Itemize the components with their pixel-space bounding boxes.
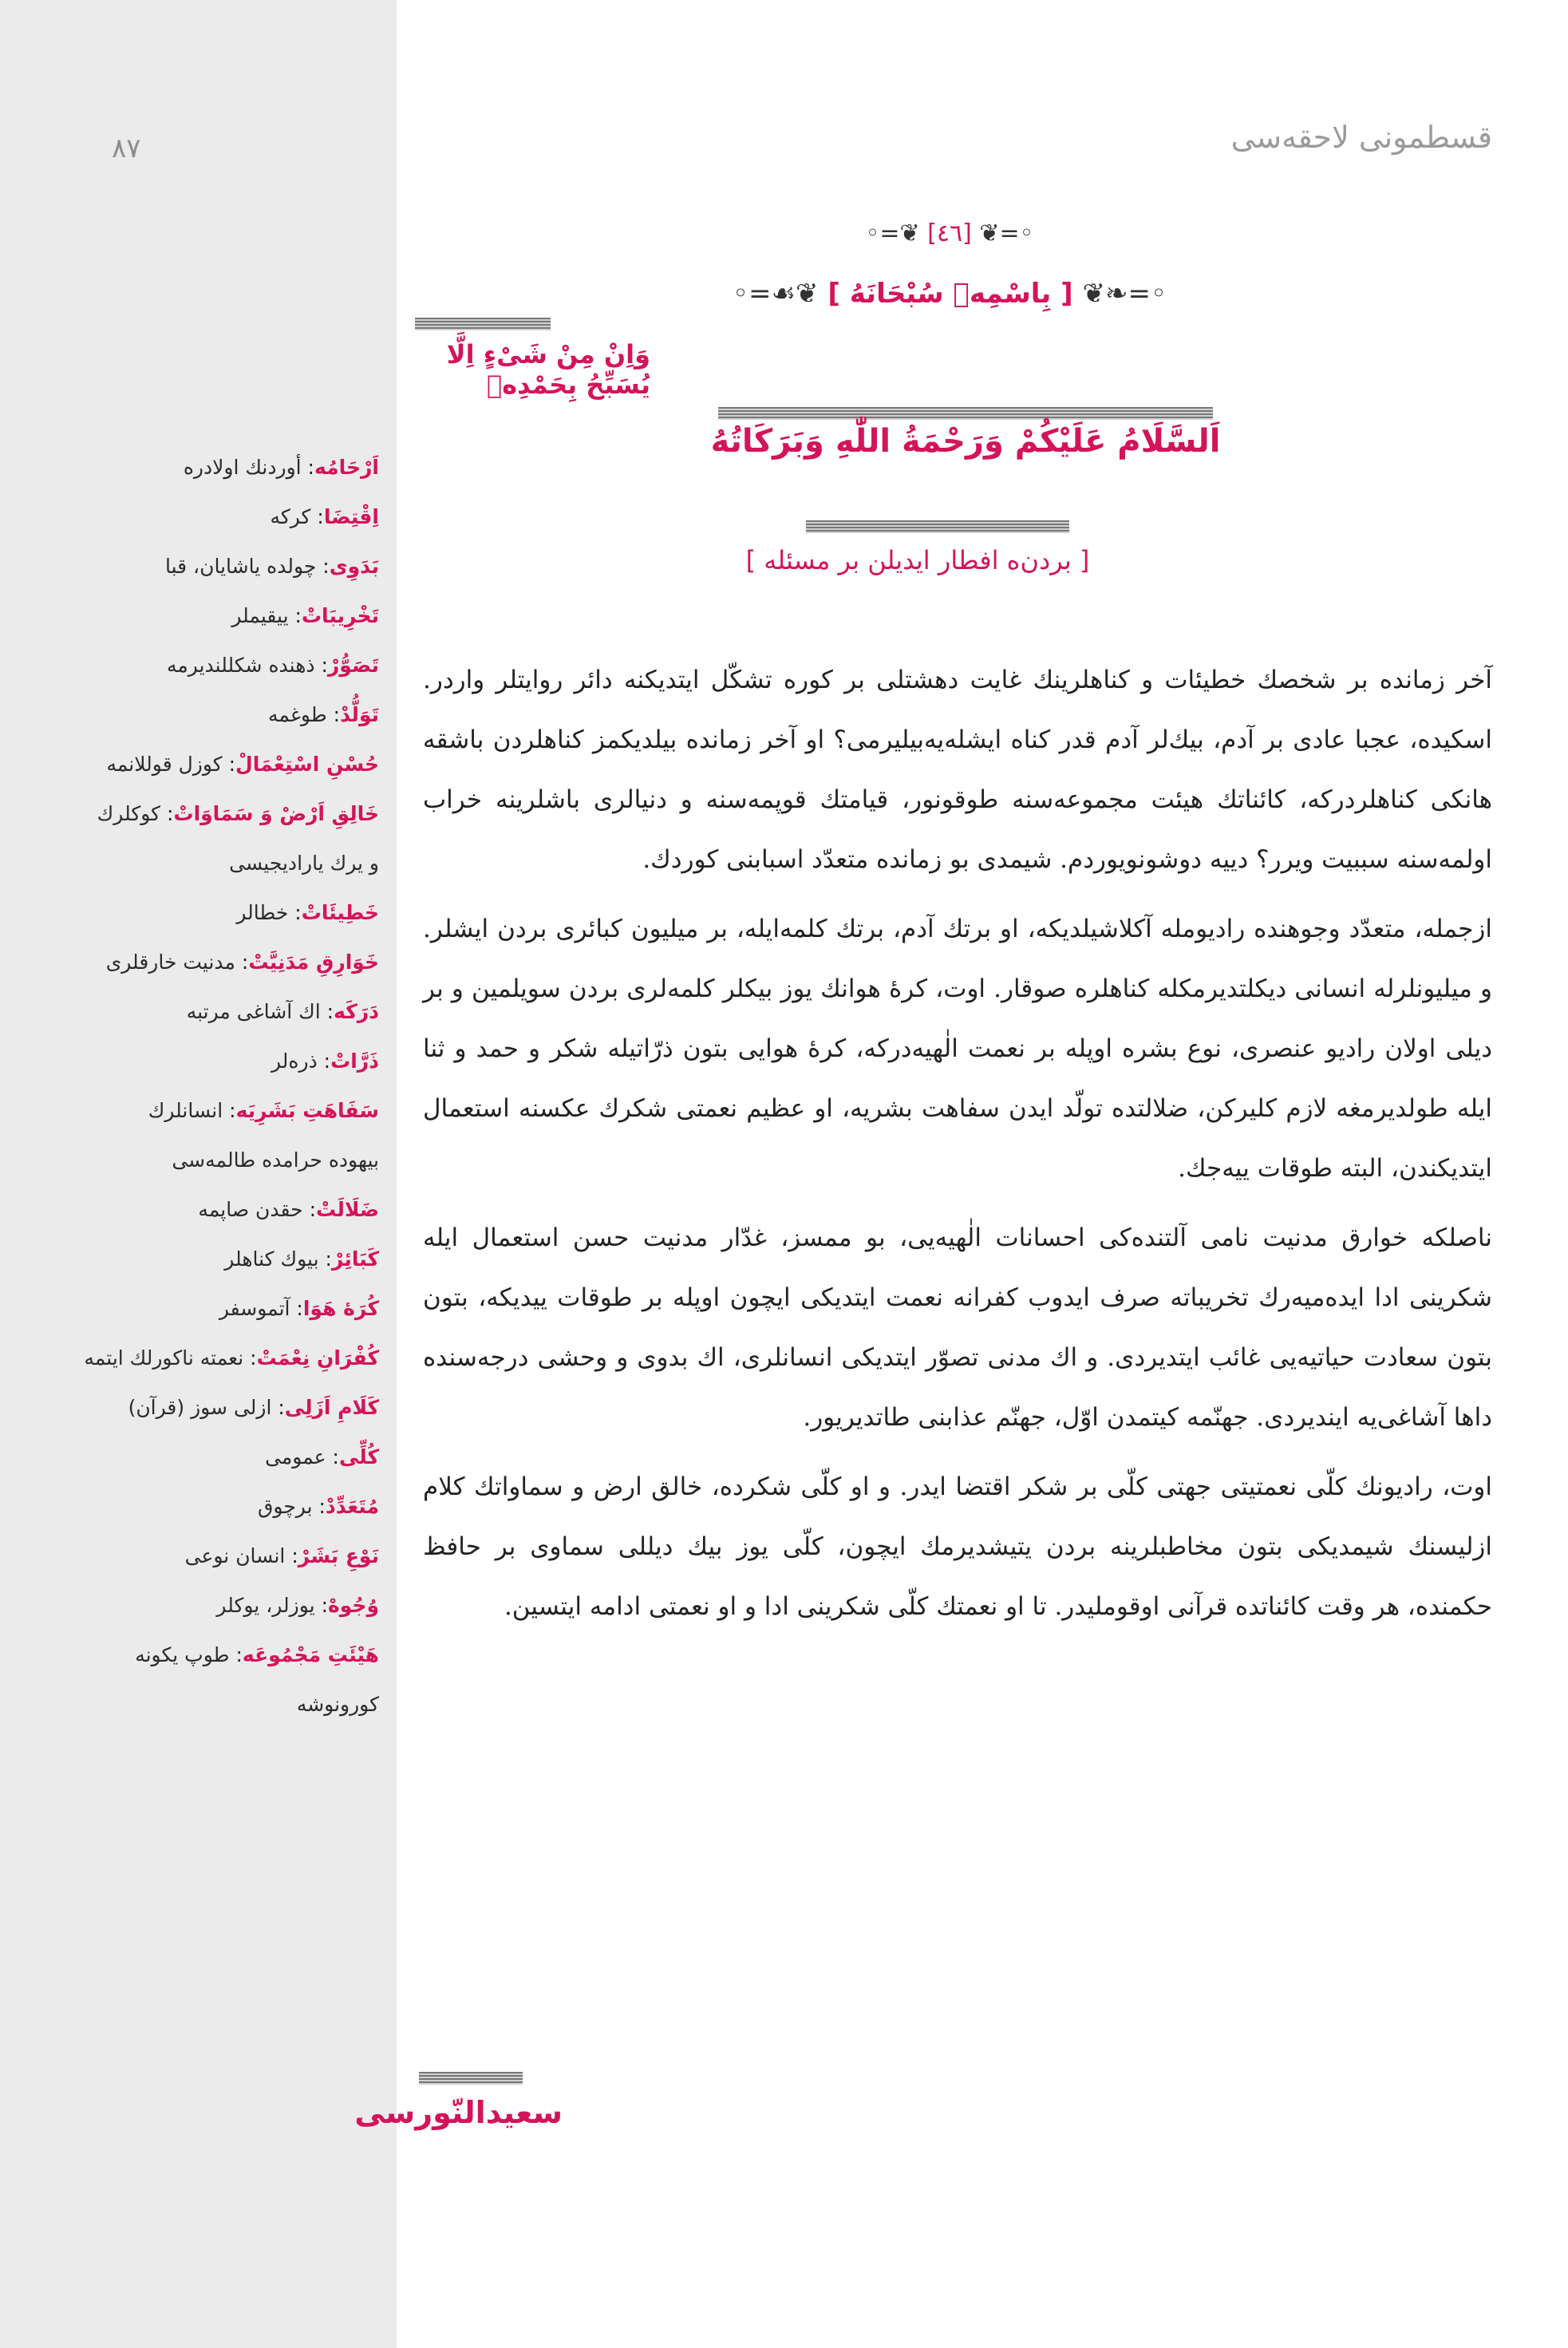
glossary-term: وُجُوهْ (328, 1594, 379, 1617)
glossary-definition: انسانلرك (148, 1099, 223, 1122)
glossary-term: نَوْعِ بَشَرْ (298, 1544, 379, 1567)
glossary-term: كُرَهٔ هَوَا (302, 1297, 379, 1320)
glossary-entry: اِقْتِضَا: كركه (270, 505, 379, 528)
verse-quote: وَاِنْ مِنْ شَیْءٍ اِلَّا یُسَبِّحُ بِحَمْدِهٖ (446, 339, 650, 400)
glossary-entry: تَصَوُّرْ: ذهنده شكللندیرمه (166, 654, 379, 677)
glossary-definition: اك آشاغی مرتبه (186, 1000, 321, 1023)
glossary-entry: حُسْنِ اسْتِعْمَالْ: كوزل قوللانمه (106, 753, 379, 776)
glossary-definition: حقدن صاپمه (198, 1198, 303, 1221)
glossary-definition: و یرك یارادیجیسی (229, 852, 379, 875)
ornament-icon: ◦=❧❦ (1082, 278, 1167, 310)
glossary-entry (112, 1680, 379, 1729)
glossary-definition: بیوك كناهلر (224, 1247, 319, 1271)
glossary-entry: خَطِیئَاتْ: خطالر (236, 901, 379, 924)
glossary-term: ضَلَالَتْ (316, 1198, 379, 1221)
glossary-definition: أوردنك اولادره (183, 456, 302, 479)
glossary-definition: ذره‌لر (271, 1049, 318, 1073)
basmala (694, 278, 1205, 310)
glossary-definition: ییقیملر (231, 604, 289, 627)
glossary-entry: كَلَامِ اَزَلِی: ازلی سوز (قرآن) (128, 1396, 379, 1419)
glossary-definition: كركه (270, 505, 311, 528)
glossary-entry: ضَلَالَتْ: حقدن صاپمه (198, 1198, 379, 1221)
glossary-term: كُلِّی (338, 1445, 379, 1468)
glossary-list (84, 443, 379, 1729)
glossary-term: بَدَوِی (329, 555, 379, 578)
glossary-definition: برچوق (258, 1495, 313, 1518)
glossary-term: ذَرَّاتْ (330, 1049, 379, 1073)
glossary-definition: كوزل قوللانمه (106, 753, 223, 776)
glossary-definition: خطالر (236, 901, 289, 924)
glossary-term: اَرْحَامُه (314, 456, 379, 479)
glossary-entry: خَالِقِ اَرْضْ وَ سَمَاوَاتْ: كوكلرك (97, 802, 379, 825)
glossary-definition: چولده یاشایان، قبا (164, 555, 317, 578)
ornament-icon: ❦=◦ (865, 219, 920, 247)
glossary-term: كَلَامِ اَزَلِی (284, 1396, 379, 1419)
glossary-definition: كورونوشه (296, 1693, 379, 1716)
ornament-icon: ◦=❦ (979, 219, 1034, 247)
glossary-definition: طوغمه (267, 703, 327, 726)
glossary-entry: نَوْعِ بَشَرْ: انسان نوعی (184, 1544, 379, 1567)
glossary-term: مُتَعَدِّدْ (325, 1495, 379, 1518)
glossary-definition: انسان نوعی (184, 1544, 286, 1567)
ornament-icon: ❦☙=◦ (732, 278, 819, 310)
paragraph: ناصلكه خوارق مدنیت نامی آلتنده‌كی احسانات الٰهیه‌یی، بو ممسز، غدّار مدنیت حسن استعمال ایله شكرینی ادا ایده‌میه‌رك تخریباته صرف ایدوب كفرانه نعمت ایتدیكی ایچون اوپله بر طوقات ییدیكه، بتون بتون سعادت حیاتیه‌یی غائب ایتدیردی. و اك مدنی تصوّر ایتدیكی انسانلری، اك بدوی و وحشی درجه‌سنده داها آشاغی‌یه ایندیردی. جهنّمه كیتمدن اوّل، جهنّم عذابنی طاتدیریور. (423, 1223, 1492, 1432)
decorative-rule (718, 407, 1213, 420)
decorative-rule (806, 520, 1069, 533)
glossary-definition: كوكلرك (97, 802, 161, 825)
glossary-definition: بیهوده حرامده طالمه‌سی (172, 1148, 379, 1172)
glossary-definition: عمومی (265, 1445, 326, 1468)
glossary-entry: تَخْرِیبَاتْ: ییقیملر (231, 604, 379, 627)
glossary-term: اِقْتِضَا (323, 505, 379, 528)
glossary-entry: بَدَوِی: چولده یاشایان، قبا (164, 555, 379, 578)
glossary-term: دَرَكَه (334, 1000, 379, 1023)
glossary-entry: ذَرَّاتْ: ذره‌لر (271, 1049, 379, 1073)
decorative-rule (419, 2072, 523, 2085)
glossary-entry: سَفَاهَتِ بَشَرِیَه: انسانلرك (148, 1099, 379, 1122)
paragraph: اوت، رادیونك كلّی نعمتیتی جهتی كلّی بر شكر اقتضا ایدر. و او كلّی شكرده، خالق ارض و سماواتك كلام ازلیسنك شیمدیكی بتون مخاطبلرینه بردن یتیشدیرمك ایچون، كلّی یوز بیك دیللی سماوی بر حافظ حكمنده، هر وقت كائناتده قرآنی اوقوملیدر. تا او نعمتك كلّی شكرینی ادا و او نعمتی ادامه ایتسین. (423, 1472, 1492, 1621)
glossary-term: هَیْئَتِ مَجْمُوعَه (242, 1643, 379, 1666)
running-title: قسطمونی لاحقه‌سی (1230, 120, 1492, 155)
glossary-entry: مُتَعَدِّدْ: برچوق (258, 1495, 379, 1518)
glossary-definition: آتموسفر (219, 1297, 290, 1320)
glossary-entry: خَوَارِقِ مَدَنِیَّتْ: مدنیت خارقلری (105, 951, 379, 974)
glossary-entry: كُلِّی: عمومی (265, 1445, 379, 1468)
glossary-term: كُفْرَانِ نِعْمَتْ (256, 1346, 379, 1370)
letter-body (423, 650, 1492, 1646)
letter-number (790, 219, 1109, 247)
glossary-term: تَصَوُّرْ (327, 654, 379, 677)
glossary-term: كَبَائِرْ (331, 1247, 379, 1271)
glossary-definition: نعمته ناكورلك ایتمه (84, 1346, 244, 1370)
glossary-term: خَوَارِقِ مَدَنِیَّتْ (248, 951, 379, 974)
glossary-entry: كُرَهٔ هَوَا: آتموسفر (219, 1297, 379, 1320)
glossary-term: خَطِیئَاتْ (301, 901, 379, 924)
signature: سعیدالنّورسی (354, 2095, 563, 2130)
glossary-entry: كَبَائِرْ: بیوك كناهلر (224, 1247, 379, 1271)
glossary-term: تَوَلُّدْ (340, 703, 379, 726)
glossary-definition: مدنیت خارقلری (105, 951, 235, 974)
glossary-entry (112, 1136, 379, 1185)
greeting: اَلسَّلَامُ عَلَیْكُمْ وَرَحْمَةُ اللّٰهِ وَبَرَكَاتُهُ (710, 423, 1221, 460)
glossary-definition: ازلی سوز (قرآن) (128, 1396, 272, 1419)
glossary-entry: اَرْحَامُه: أوردنك اولادره (183, 456, 379, 479)
glossary-entry: وُجُوهْ: یوزلر، یوكلر (216, 1594, 379, 1617)
glossary-term: سَفَاهَتِ بَشَرِیَه (235, 1099, 379, 1122)
page-number: ٨٧ (112, 132, 141, 164)
letter-number-text: [٤٦] (927, 219, 972, 247)
glossary-entry: هَیْئَتِ مَجْمُوعَه: طوپ یكونه (135, 1643, 379, 1666)
glossary-definition: طوپ یكونه (135, 1643, 230, 1666)
paragraph: ازجمله، متعدّد وجوهنده رادیومله آكلاشیلدیكه، او برتك آدم، برتك كلمه‌ایله، بر میلیون كبائری بردن ایشلر. و میلیونلرله انسانی دیكلتدیرمكله كناهلره صوقار. اوت، كرهٔ هوانك یوز بیكلر كلمه‌لری بردن سویلمین و بر دیلی اولان رادیو عنصری، نوع بشره اوپله بر نعمت الٰهیه‌دركه، كرهٔ هوایی بتون ذرّاتیله شكر و حمد و ثنا ایله طولدیرمغه لازم كلیركن، ضلالتده تولّد ایدن سفاهت بشریه، او عظیم نعمتی شكرك عكسنه استعمال ایتدیكندن، البته طوقات ییه‌جك. (423, 915, 1493, 1183)
glossary-term: خَالِقِ اَرْضْ وَ سَمَاوَاتْ (173, 802, 379, 825)
section-topic: [ بردن‌ه افطار ایدیلن بر مسئله ] (745, 545, 1090, 575)
glossary-entry: دَرَكَه: اك آشاغی مرتبه (186, 1000, 379, 1023)
decorative-rule (415, 318, 551, 330)
glossary-entry (112, 839, 379, 888)
basmala-text: [ بِاسْمِهٖ سُبْحَانَهُ ] (827, 278, 1073, 310)
glossary-definition: یوزلر، یوكلر (216, 1594, 315, 1617)
glossary-entry: تَوَلُّدْ: طوغمه (267, 703, 379, 726)
glossary-term: حُسْنِ اسْتِعْمَالْ (235, 753, 379, 776)
glossary-term: تَخْرِیبَاتْ (301, 604, 379, 627)
paragraph: آخر زمانده بر شخصك خطیئات و كناهلرینك غایت دهشتلی بر كوره تشكّل ایتدیكنه دائر روایتلر واردر. اسكیده، عجبا عادی بر آدم، بیك‌لر آدم قدر كناه ایشله‌یه‌بیلیرمی؟ او آخر زمانده بیلدیكمز كناهلردن باشقه هانكی كناهلردركه، كائناتك هیئت مجموعه‌سنه طوقونور، قیامتك قوپمه‌سنه و دنیالری باشلرینه خراب اولمه‌سنه سببیت ویرر؟ دییه دوشونویوردم. شیمدی بو زمانده متعدّد اسبابنی كوردك. (423, 666, 1492, 874)
glossary-definition: ذهنده شكللندیرمه (166, 654, 315, 677)
glossary-entry: كُفْرَانِ نِعْمَتْ: نعمته ناكورلك ایتمه (84, 1346, 379, 1370)
